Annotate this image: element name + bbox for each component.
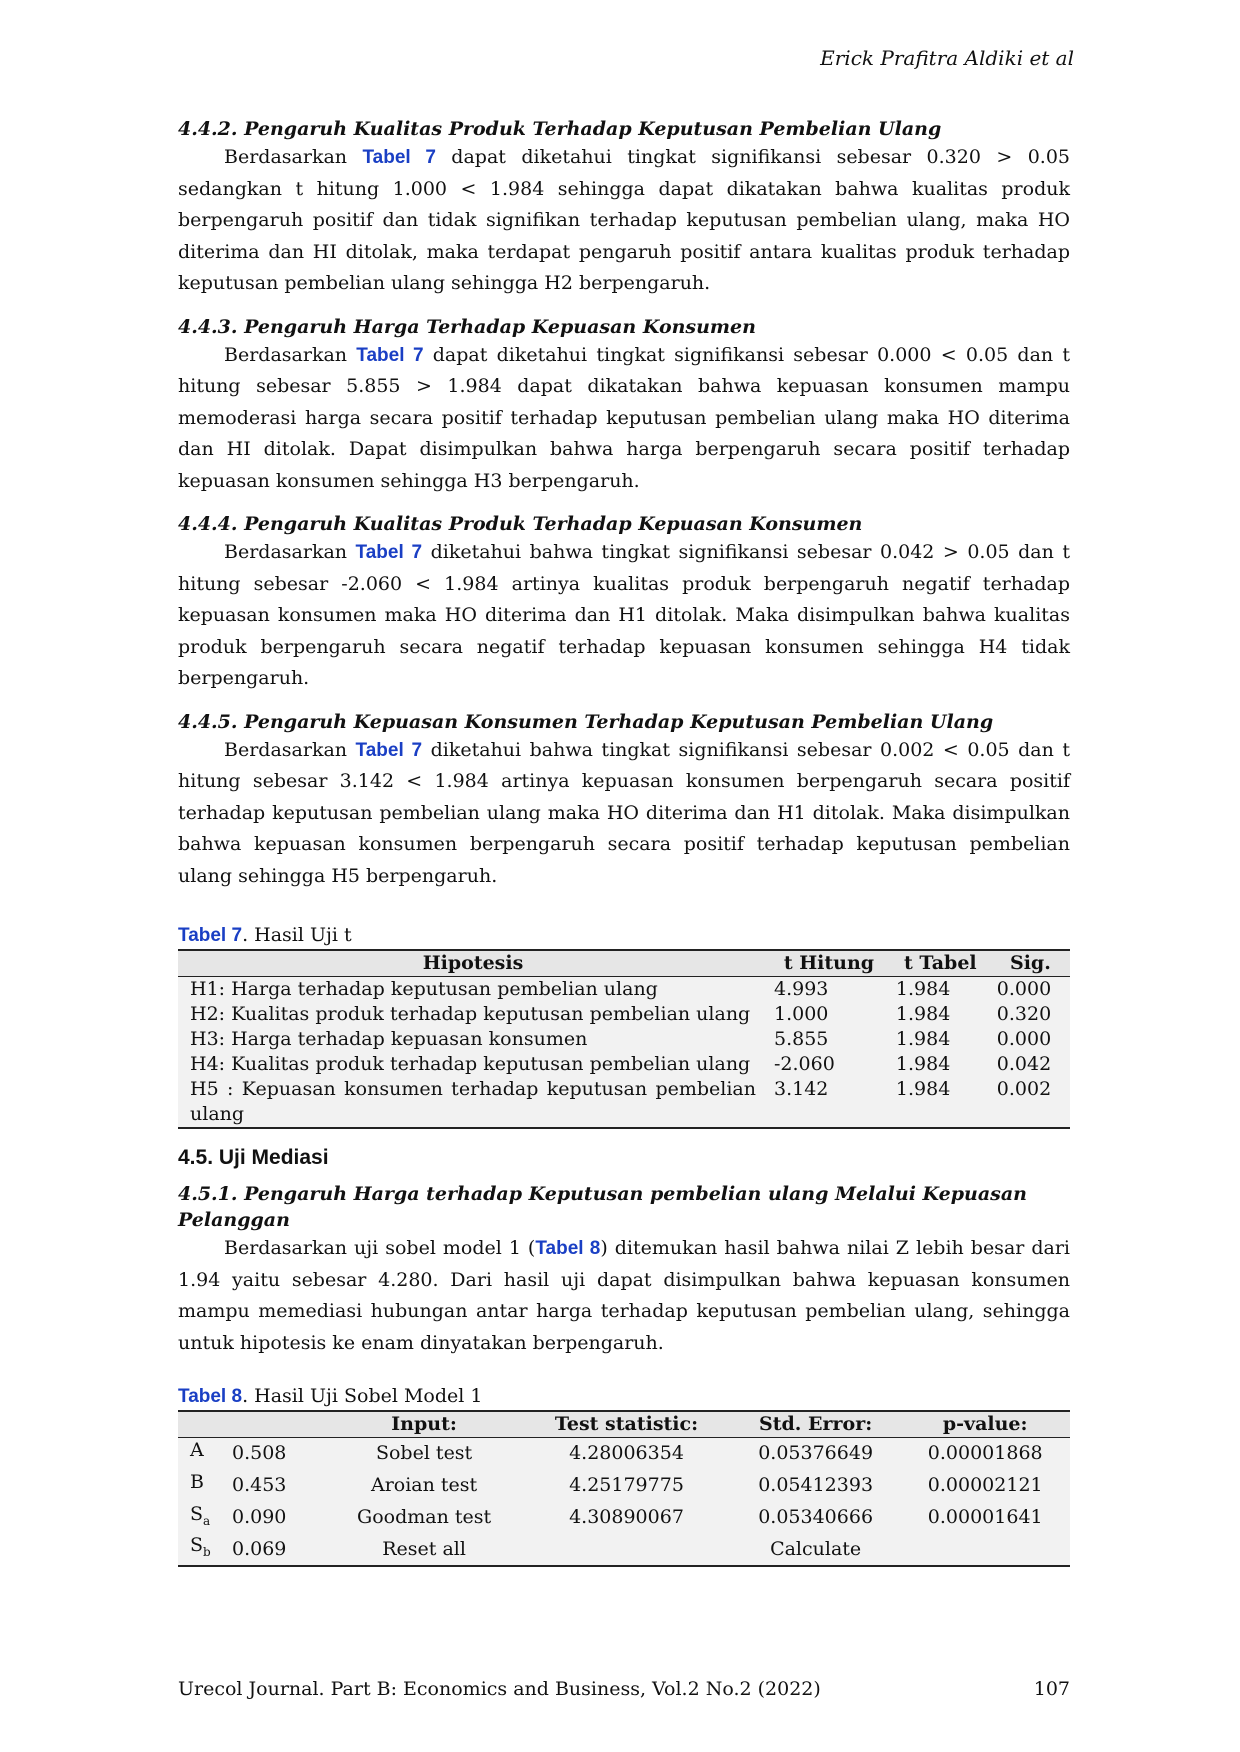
paragraph-lead: Berdasarkan uji sobel model 1 ( (224, 1237, 536, 1259)
column-header-t-tabel: t Tabel (890, 950, 991, 977)
cell-input-value: 0.453 (228, 1470, 326, 1502)
paragraph-lead: Berdasarkan (224, 541, 348, 563)
goodman-test-button[interactable]: Goodman test (326, 1502, 522, 1534)
table-8-caption-ref[interactable]: Tabel 8 (178, 1386, 243, 1407)
paragraph-lead: Berdasarkan (224, 146, 348, 168)
cell-hipotesis: H1: Harga terhadap keputusan pembelian ulang (178, 977, 768, 1003)
cell-p-value: 0.00002121 (900, 1470, 1070, 1502)
cell-t-hitung: 3.142 (768, 1077, 890, 1128)
paragraph-body: dapat diketahui tingkat signifikansi sebesar 0.320 > 0.05 sedangkan t hitung 1.000 < 1.984 sehingga dapat dikatakan bahwa kualitas produk berpengaruh positif dan tidak signifikan terhadap keputusan pembelian ulang, maka HO diterima dan HI ditolak, maka terdapat pengaruh positif antara kualitas produk terhadap keputusan pembelian ulang sehingga H2 berpengaruh. (178, 146, 1070, 294)
section-heading-4-5-1: 4.5.1. Pengaruh Harga terhadap Keputusan pembelian ulang Melalui Kepuasan Pelanggan (178, 1183, 1027, 1231)
cell-hipotesis: H5 : Kepuasan konsumen terhadap keputusan pembelian ulang (178, 1077, 768, 1128)
cell-label: B (178, 1470, 228, 1502)
aroian-test-button[interactable]: Aroian test (326, 1470, 522, 1502)
cell-t-hitung: 5.855 (768, 1027, 890, 1052)
cell-t-tabel: 1.984 (890, 1027, 991, 1052)
cell-p-value (900, 1533, 1070, 1566)
column-header-std-error: Std. Error: (731, 1411, 901, 1438)
cell-sig: 0.042 (991, 1052, 1070, 1077)
cell-t-hitung: -2.060 (768, 1052, 890, 1077)
table-7-caption-ref[interactable]: Tabel 7 (178, 925, 243, 946)
cell-input-value: 0.069 (228, 1533, 326, 1566)
table-7-link[interactable]: Tabel 7 (355, 542, 423, 563)
cell-p-value: 0.00001868 (900, 1438, 1070, 1470)
table-row (178, 1502, 1070, 1534)
table-row (178, 1438, 1070, 1470)
page-footer (178, 1678, 1070, 1700)
cell-label: A (178, 1438, 228, 1470)
cell-hipotesis: H3: Harga terhadap kepuasan konsumen (178, 1027, 768, 1052)
paragraph-body: ) ditemukan hasil bahwa nilai Z lebih besar dari 1.94 yaitu sebesar 4.280. Dari hasil uji dapat disimpulkan bahwa kepuasan konsumen mampu memediasi hubungan antar harga terhadap keputusan pembelian ulang, sehingga untuk hipotesis ke enam dinyatakan berpengaruh. (178, 1237, 1070, 1354)
column-header-value (228, 1411, 326, 1438)
table-8-link[interactable]: Tabel 8 (535, 1238, 601, 1259)
main-content (178, 116, 1070, 1567)
section-paragraph-4-4-2 (178, 142, 1070, 300)
cell-t-tabel: 1.984 (890, 977, 991, 1003)
cell-t-tabel: 1.984 (890, 1002, 991, 1027)
cell-test-statistic (522, 1533, 731, 1566)
cell-sig: 0.320 (991, 1002, 1070, 1027)
column-header-t-hitung: t Hitung (768, 950, 890, 977)
cell-hipotesis: H2: Kualitas produk terhadap keputusan pembelian ulang (178, 1002, 768, 1027)
cell-t-tabel: 1.984 (890, 1077, 991, 1128)
column-header-hipotesis: Hipotesis (178, 950, 768, 977)
section-heading-4-5: 4.5. Uji Mediasi (178, 1146, 329, 1169)
reset-all-button[interactable]: Reset all (326, 1533, 522, 1566)
table-7-caption-text: . Hasil Uji t (242, 924, 352, 946)
table-7-caption (178, 922, 1070, 949)
table-8 (178, 1410, 1070, 1567)
cell-input-value: 0.508 (228, 1438, 326, 1470)
paragraph-body: dapat diketahui tingkat signifikansi sebesar 0.000 < 0.05 dan t hitung sebesar 5.855 > 1.984 dapat dikatakan bahwa kepuasan konsumen mampu memoderasi harga secara positif terhadap keputusan pembelian ulang maka HO diterima dan HI ditolak. Dapat disimpulkan bahwa harga berpengaruh secara positif terhadap kepuasan konsumen sehingga H3 berpengaruh. (178, 343, 1071, 492)
table-row (178, 1470, 1070, 1502)
table-8-caption-text: . Hasil Uji Sobel Model 1 (242, 1385, 483, 1407)
journal-citation: Urecol Journal. Part B: Economics and Business, Vol.2 No.2 (2022) (178, 1678, 821, 1700)
cell-t-tabel: 1.984 (890, 1052, 991, 1077)
cell-p-value: 0.00001641 (900, 1502, 1070, 1534)
section-paragraph-4-4-3 (178, 340, 1070, 498)
page-number: 107 (1033, 1678, 1070, 1700)
cell-hipotesis: H4: Kualitas produk terhadap keputusan pembelian ulang (178, 1052, 768, 1077)
cell-std-error: 0.05376649 (731, 1438, 901, 1470)
table-row (178, 1077, 1070, 1128)
table-row (178, 977, 1070, 1003)
table-header-row (178, 950, 1070, 977)
cell-input-value: 0.090 (228, 1502, 326, 1534)
cell-test-statistic: 4.30890067 (522, 1502, 731, 1534)
cell-label: $S_a$ (178, 1502, 228, 1534)
section-heading-4-4-5: 4.4.5. Pengaruh Kepuasan Konsumen Terhadap Keputusan Pembelian Ulang (178, 710, 994, 733)
section-paragraph-4-4-5 (178, 735, 1070, 893)
section-paragraph-4-5-1 (178, 1233, 1070, 1359)
paragraph-lead: Berdasarkan (224, 738, 348, 761)
table-7 (178, 949, 1070, 1129)
table-row (178, 1002, 1070, 1027)
paragraph-body: diketahui bahwa tingkat signifikansi sebesar 0.042 > 0.05 dan t hitung sebesar -2.060 < 1.984 artinya kualitas produk berpengaruh negatif terhadap kepuasan konsumen maka HO diterima dan H1 ditolak. Maka disimpulkan bahwa kualitas produk berpengaruh secara negatif terhadap kepuasan konsumen sehingga H4 tidak berpengaruh. (178, 541, 1070, 689)
paragraph-lead: Berdasarkan (224, 343, 348, 366)
column-header-test-statistic: Test statistic: (522, 1411, 731, 1438)
table-7-link[interactable]: Tabel 7 (356, 344, 424, 366)
cell-test-statistic: 4.28006354 (522, 1438, 731, 1470)
section-paragraph-4-4-4 (178, 537, 1070, 695)
cell-sig: 0.000 (991, 1027, 1070, 1052)
column-header-input: Input: (326, 1411, 522, 1438)
table-7-link[interactable]: Tabel 7 (362, 147, 436, 168)
table-row (178, 1027, 1070, 1052)
column-header-sig: Sig. (991, 950, 1070, 977)
cell-sig: 0.000 (991, 977, 1070, 1003)
paragraph-body: diketahui bahwa tingkat signifikansi sebesar 0.002 < 0.05 dan t hitung sebesar 3.142 < 1.984 artinya kepuasan konsumen berpengaruh secara positif terhadap keputusan pembelian ulang maka HO diterima dan H1 ditolak. Maka disimpulkan bahwa kepuasan konsumen berpengaruh secara positif terhadap keputusan pembelian ulang sehingga H5 berpengaruh. (178, 738, 1070, 887)
cell-sig: 0.002 (991, 1077, 1070, 1128)
cell-t-hitung: 1.000 (768, 1002, 890, 1027)
table-7-link[interactable]: Tabel 7 (355, 739, 423, 761)
section-heading-4-4-4: 4.4.4. Pengaruh Kualitas Produk Terhadap Kepuasan Konsumen (178, 513, 863, 535)
cell-std-error: 0.05412393 (731, 1470, 901, 1502)
section-heading-4-4-2: 4.4.2. Pengaruh Kualitas Produk Terhadap Keputusan Pembelian Ulang (178, 118, 942, 140)
table-8-caption (178, 1383, 1070, 1410)
column-header-label (178, 1411, 228, 1438)
column-header-p-value: p-value: (900, 1411, 1070, 1438)
cell-t-hitung: 4.993 (768, 977, 890, 1003)
cell-std-error: 0.05340666 (731, 1502, 901, 1534)
sobel-test-button[interactable]: Sobel test (326, 1438, 522, 1470)
calculate-button[interactable]: Calculate (731, 1533, 901, 1566)
cell-test-statistic: 4.25179775 (522, 1470, 731, 1502)
section-heading-4-4-3: 4.4.3. Pengaruh Harga Terhadap Kepuasan Konsumen (178, 315, 756, 338)
table-row (178, 1533, 1070, 1566)
running-head: Erick Prafitra Aldiki et al (820, 46, 1074, 70)
cell-label: $S_b$ (178, 1533, 228, 1566)
table-header-row (178, 1411, 1070, 1438)
table-row (178, 1052, 1070, 1077)
